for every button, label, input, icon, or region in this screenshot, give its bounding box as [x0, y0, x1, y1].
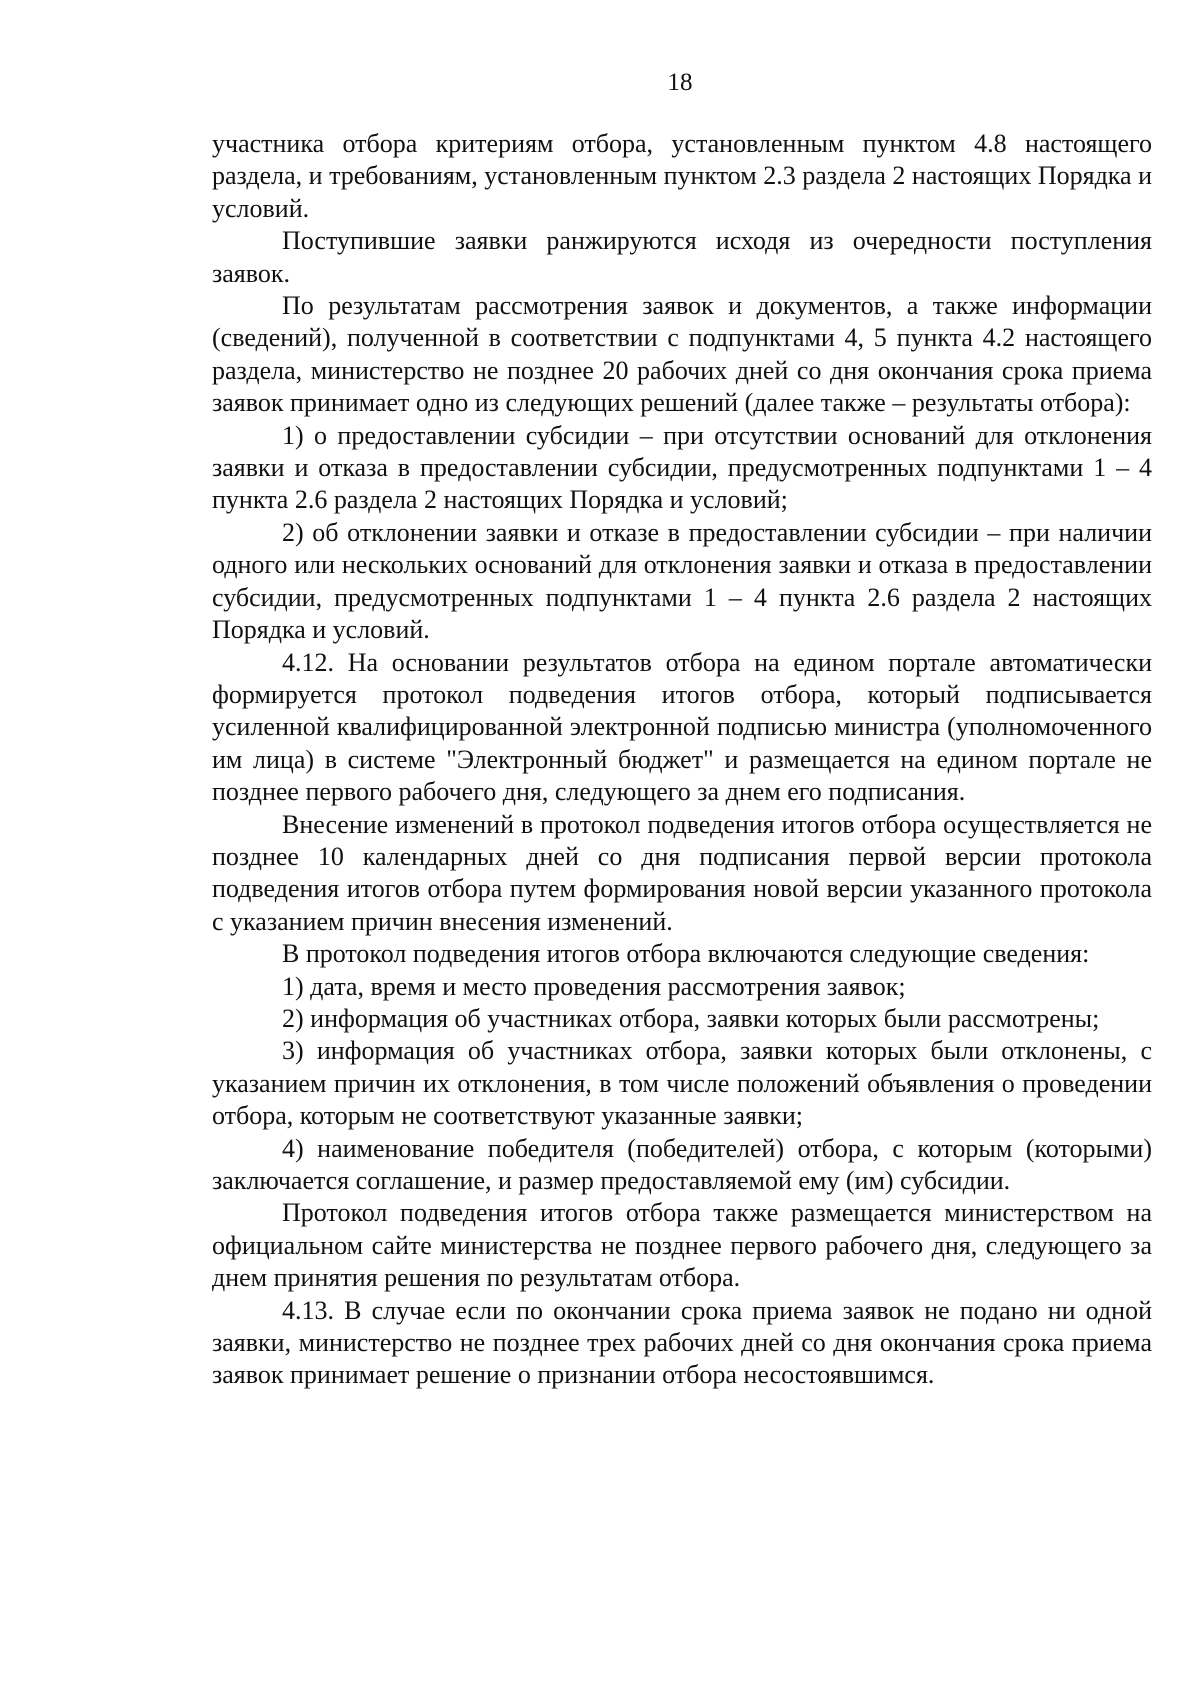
list-item-date-time-place: 1) дата, время и место проведения рассмотрения заявок; [282, 971, 906, 1001]
list-item-grant-decision: 1) о предоставлении субсидии – при отсутствии оснований для отклонения заявки и отказа в предоставлении субсидии, предусмотренных подпунктами 1 – 4 пункта 2.6 раздела 2 настоящих Порядка и условий; [212, 420, 1152, 515]
paragraph-4-12: 4.12. На основании результатов отбора на едином портале автоматически формируется протокол подведения итогов отбора, который подписывается усиленной квалифицированной электронной подписью министра (уполномоченного им лица) в системе "Электронный бюджет" и размещается на едином портале не позднее первого рабочего дня, следующего за днем его подписания. [212, 647, 1152, 807]
document-body [212, 128, 1152, 1392]
paragraph-4-13: 4.13. В случае если по окончании срока приема заявок не подано ни одной заявки, министерство не позднее трех рабочих дней со дня окончания срока приема заявок принимает решение о признании отбора несостоявшимся. [212, 1295, 1152, 1390]
paragraph-continuation: участника отбора критериям отбора, установленным пунктом 4.8 настоящего раздела, и требованиям, установленным пунктом 2.3 раздела 2 настоящих Порядка и условий. [212, 129, 1152, 223]
list-item-winners: 4) наименование победителя (победителей) отбора, с которым (которыми) заключается соглашение, и размер предоставляемой ему (им) субсидии. [212, 1133, 1152, 1195]
paragraph-review-results: По результатам рассмотрения заявок и документов, а также информации (сведений), полученной в соответствии с подпунктами 4, 5 пункта 4.2 настоящего раздела, министерство не позднее 20 рабочих дней со дня окончания срока приема заявок принимает одно из следующих решений (далее также – результаты отбора): [212, 291, 1152, 418]
list-item-rejected-participants: 3) информация об участниках отбора, заявки которых были отклонены, с указанием причин их отклонения, в том числе положений объявления о проведении отбора, которым не соответствуют указанные заявки; [212, 1036, 1152, 1131]
paragraph-ranking: Поступившие заявки ранжируются исходя из очередности поступления заявок. [212, 226, 1152, 288]
page-number: 18 [667, 69, 693, 96]
paragraph-protocol-changes: Внесение изменений в протокол подведения итогов отбора осуществляется не позднее 10 календарных дней со дня подписания первой версии протокола подведения итогов отбора путем формирования новой версии указанного протокола с указанием причин внесения изменений. [212, 809, 1152, 936]
paragraph-protocol-contents: В протокол подведения итогов отбора включаются следующие сведения: [282, 939, 1090, 969]
list-item-rejection-decision: 2) об отклонении заявки и отказе в предоставлении субсидии – при наличии одного или нескольких оснований для отклонения заявки и отказа в предоставлении субсидии, предусмотренных подпунктами 1 – 4 пункта 2.6 раздела 2 настоящих Порядка и условий. [212, 517, 1152, 645]
list-item-reviewed-participants: 2) информация об участниках отбора, заявки которых были рассмотрены; [282, 1003, 1100, 1033]
paragraph-protocol-publication: Протокол подведения итогов отбора также размещается министерством на официальном сайте министерства не позднее первого рабочего дня, следующего за днем принятия решения по результатам отбора. [212, 1198, 1152, 1293]
